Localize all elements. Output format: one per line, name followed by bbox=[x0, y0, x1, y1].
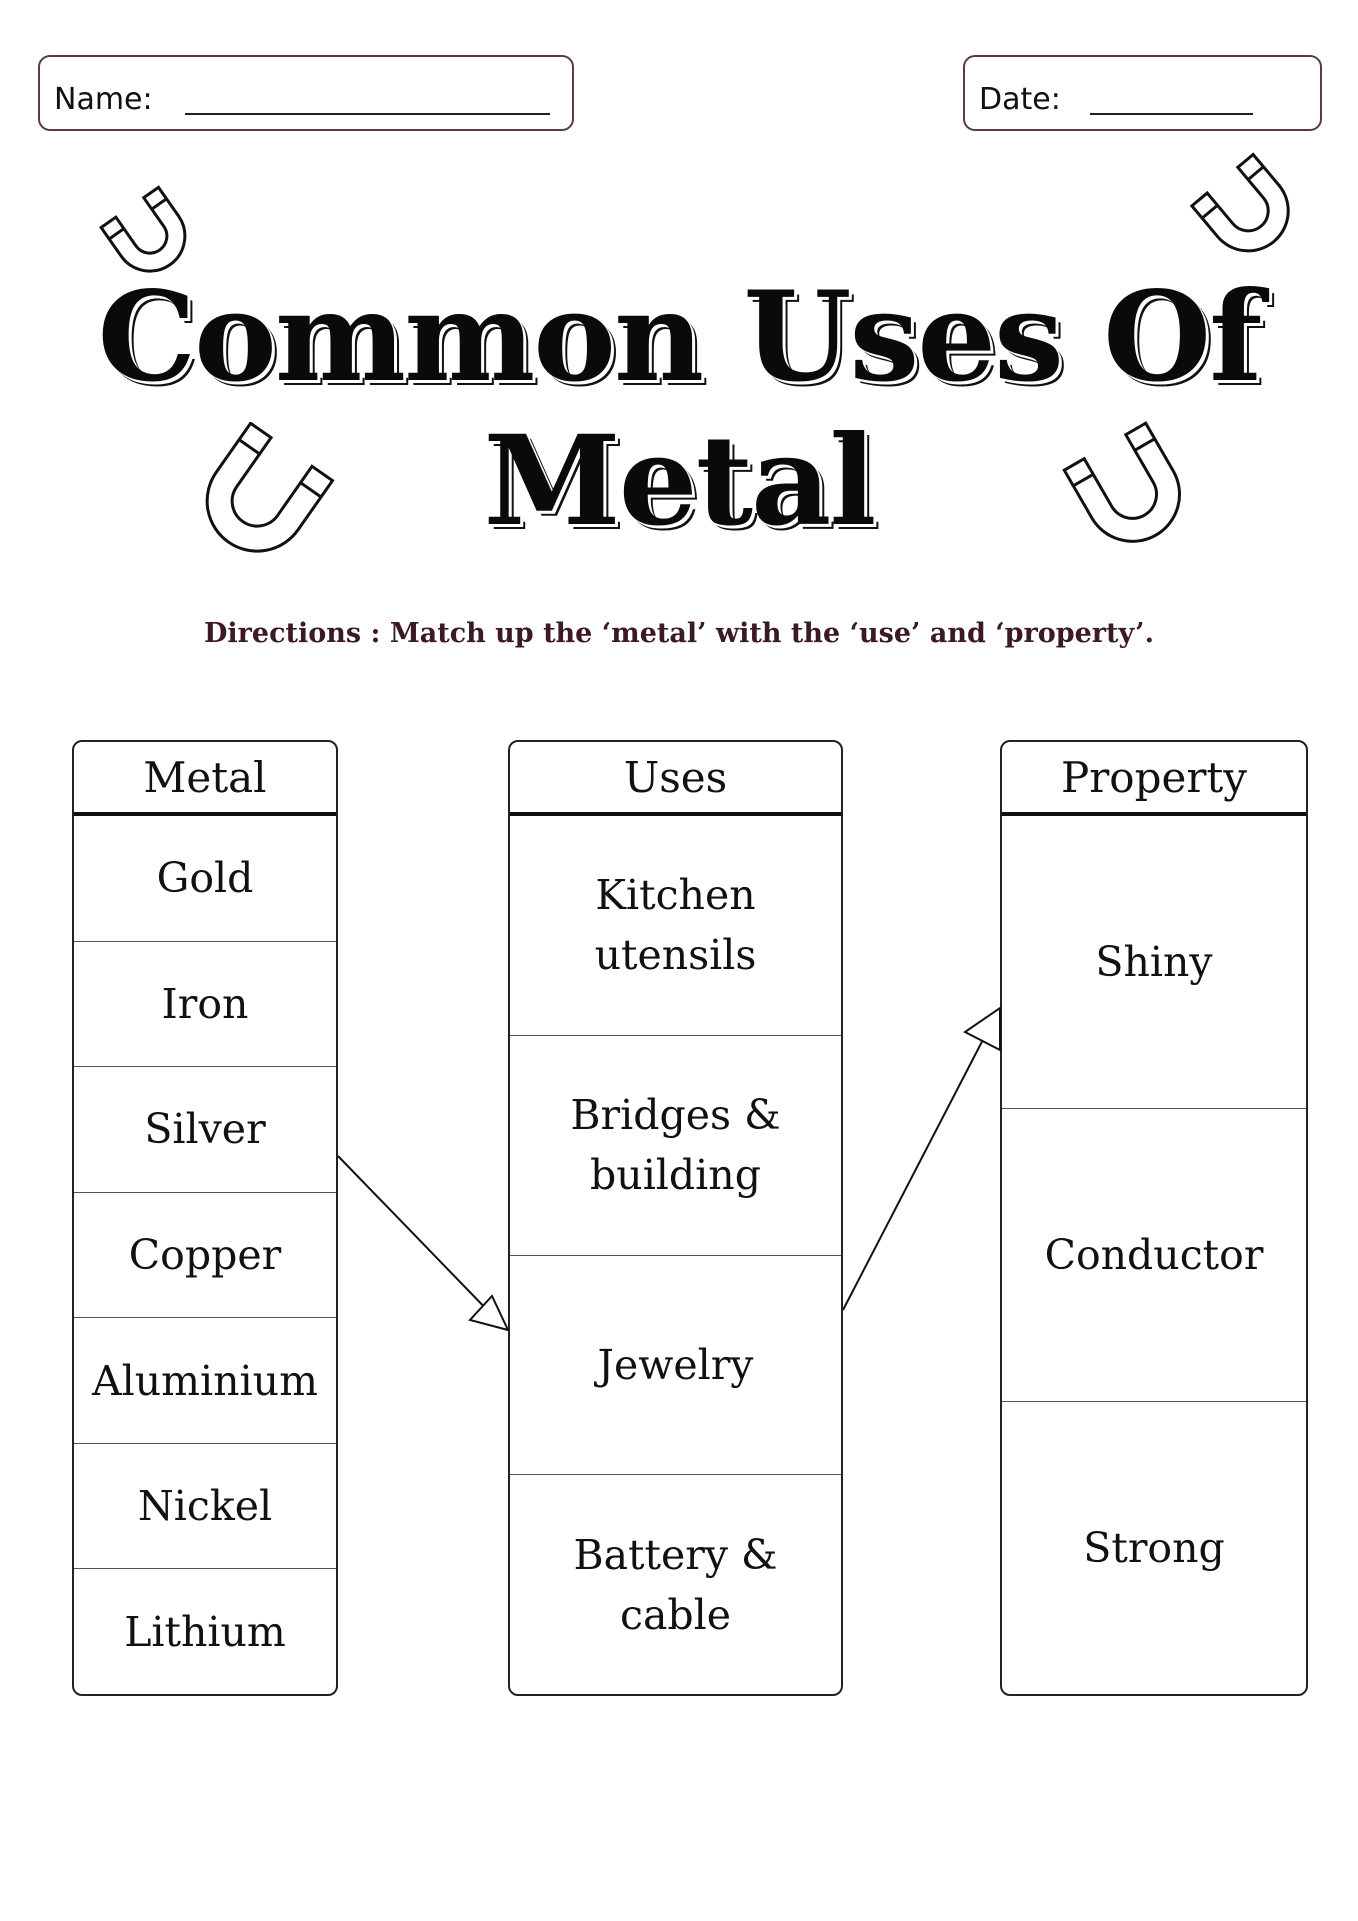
arrow-jewelry-to-shiny bbox=[843, 1030, 988, 1310]
directions-text: Directions : Match up the ‘metal’ with the ‘use’ and ‘property’. bbox=[204, 618, 1154, 649]
page-title-line-1: Common Uses Of bbox=[97, 265, 1261, 410]
metal-cell: Iron bbox=[74, 942, 336, 1068]
page-title-line-2: Metal bbox=[483, 409, 875, 554]
use-cell: Kitchen utensils bbox=[510, 816, 841, 1036]
property-cell: Strong bbox=[1083, 1524, 1225, 1572]
date-label: Date: bbox=[979, 82, 1061, 117]
use-cell: Bridges & building bbox=[510, 1036, 841, 1256]
property-cell: Shiny bbox=[1002, 816, 1306, 1109]
use-cell: Battery & cable bbox=[573, 1530, 778, 1639]
property-column-heading: Property bbox=[1002, 742, 1306, 816]
metal-cell: Aluminium bbox=[74, 1318, 336, 1444]
metal-cell: Gold bbox=[74, 816, 336, 942]
uses-column-heading: Uses bbox=[510, 742, 841, 816]
name-label: Name: bbox=[54, 82, 153, 117]
use-cell: Jewelry bbox=[510, 1256, 841, 1476]
arrow-silver-to-jewelry bbox=[338, 1156, 495, 1318]
property-cell: Conductor bbox=[1002, 1109, 1306, 1402]
metal-cell: Copper bbox=[74, 1193, 336, 1319]
metal-column-heading: Metal bbox=[74, 742, 336, 816]
arrow-head-jewelry bbox=[470, 1296, 508, 1330]
arrow-head-shiny bbox=[965, 1008, 1000, 1050]
metal-cell: Silver bbox=[74, 1067, 336, 1193]
metal-cell: Lithium bbox=[124, 1607, 286, 1656]
metal-cell: Nickel bbox=[74, 1444, 336, 1570]
